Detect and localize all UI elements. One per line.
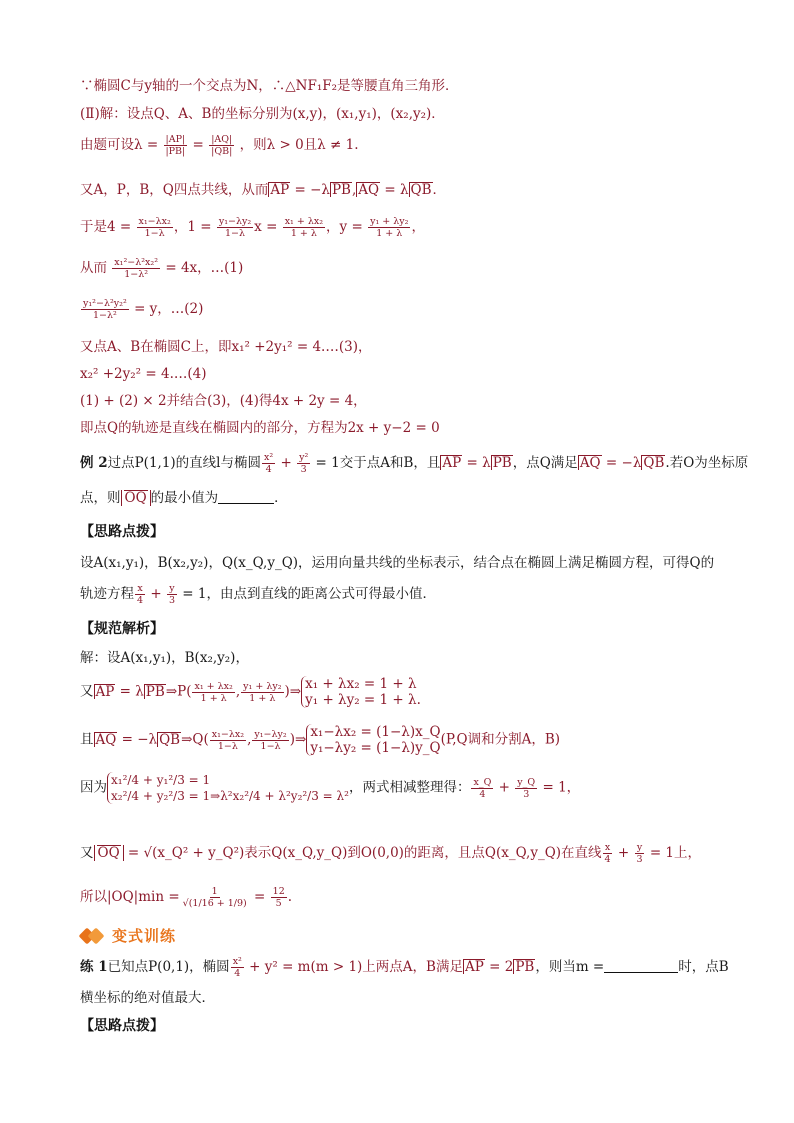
example-label: 例 2 — [80, 455, 108, 471]
vector: AQ — [358, 182, 380, 198]
example-2-line-2: 点，则 OQ 的最小值为 ． — [80, 490, 288, 506]
line-5: 于是4 = $\frac{\text{x₁−λx₂}}{1-\lambda}$ ，1 = $\frac{\text{y₁−λy₂}}{1-\lambda}$ x = $\frac{\text{x₁ + λx₂}}{1 + \lambda}$ ，y = $\frac{\text{y₁ + λy₂}}{1 + \lambda}$ ， — [80, 216, 425, 239]
fraction: $\frac{\text{x²}}{4}$ — [232, 956, 242, 979]
vector: PB — [515, 959, 535, 975]
line-11: 即点Q的轨迹是直线在椭圆内的部分，方程为2x + y−2 = 0 — [80, 420, 440, 436]
vector: AQ — [579, 455, 601, 471]
fraction: $\frac{\text{x₁−λx₂}}{1-\lambda}$ — [138, 216, 171, 239]
solution-line-3: 且 AQ = −λ QB⇒Q( $\frac{\text{x₁−λx₂}}{1-\lambda}$ , $\frac{\text{y₁−λy₂}}{1-\lambda}$ )⇒ x₁−λx₂ = (1−λ)x_Q y₁−λy₂ = (1−λ)y_Q(P,Q调和分割A，B) — [80, 724, 561, 756]
vector: QB — [159, 731, 181, 748]
variant-training-banner — [80, 925, 176, 946]
fraction: $\frac{\text{y₁−λy₂}}{1-\lambda}$ — [254, 728, 287, 752]
line-4: 又A，P，B，Q四点共线，从而 AP = −λ PB, AQ = λ QB． — [80, 182, 447, 198]
practice-1-line-1: 练 1已知点P(0,1)，椭圆 $\frac{\text{x²}}{4}$ + y² = m(m > 1)上两点A，B满足 AP = 2 PB，则当m = 时，点B — [80, 956, 729, 979]
section-heading-solution: 【规范解析】 — [80, 621, 164, 637]
equation-system: x₁²/4 + y₁²/3 = 1 x₂²/4 + y₂²/3 = 1⇒λ²x₂²/4 + λ²y₂²/3 = λ² — [107, 772, 349, 804]
solution-line-1: 解：设A(x₁,y₁)，B(x₂,y₂)， — [80, 650, 249, 666]
line-3: 由题可设λ = $\frac{|AP|}{|PB|}$ = $\frac{|AQ|}{|QB|}$ ，则λ > 0且λ ≠ 1. — [80, 134, 359, 157]
vector: AQ — [95, 731, 117, 748]
vector: PB — [145, 683, 165, 700]
practice-label: 练 1 — [80, 959, 108, 975]
solution-line-6: 所以|OQ|min = $\frac{1}{√(1/16 + 1/9)}$ = $\frac{12}{5}$ . — [80, 886, 293, 909]
fraction: $\frac{12}{5}$ — [272, 886, 285, 909]
line-6: 从而 $\frac{\text{x₁²−λ²x₂²}}{\text{1−λ²}}$ = 4x，…(1) — [80, 257, 244, 280]
vector: PB — [492, 455, 512, 471]
vector: QB — [410, 182, 432, 198]
line-8: 又点A、B在椭圆C上，即x₁² +2y₁² = 4.…(3)， — [80, 339, 372, 355]
hint-line-2: 轨迹方程 $\frac{x}{4}$ + $\frac{y}{3}$ = 1，由点到直线的距离公式可得最小值． — [80, 583, 436, 606]
vector: OQ — [97, 845, 120, 861]
vector: AP — [442, 455, 462, 471]
fraction: $\frac{1}{√(1/16 + 1/9)}$ — [182, 886, 247, 909]
answer-blank — [218, 503, 274, 504]
vector: PB — [331, 182, 351, 198]
vector: OQ — [124, 490, 147, 506]
line-1: ∵椭圆C与y轴的一个交点为N，∴△NF₁F₂是等腰直角三角形． — [80, 78, 459, 94]
equation-system: x₁ + λx₂ = 1 + λ y₁ + λy₂ = 1 + λ. — [301, 676, 421, 708]
section-heading-hint: 【思路点拨】 — [80, 524, 164, 540]
line-9: x₂² +2y₂² = 4.…(4) — [80, 366, 207, 382]
vector: AP — [270, 182, 290, 198]
fraction: $\frac{x\_Q}{4}$ — [473, 776, 492, 800]
line-2: (Ⅱ)解：设点Q、A、B的坐标分别为(x,y)，(x₁,y₁)，(x₂,y₂)． — [80, 106, 445, 122]
vector: QB — [643, 455, 665, 471]
line-7: $\frac{\text{y₁²−λ²y₂²}}{\text{1−λ²}}$ = y，…(2) — [83, 298, 204, 321]
hint-line-1: 设A(x₁,y₁)，B(x₂,y₂)，Q(x_Q,y_Q)，运用向量共线的坐标表示，结合点在椭圆上满足椭圆方程，可得Q的 — [80, 555, 715, 571]
fraction: $\frac{\text{x²}}{4}$ — [264, 452, 274, 475]
vector: AP — [95, 683, 115, 700]
fraction: $\frac{\text{x₁²−λ²x₂²}}{\text{1−λ²}}$ — [114, 257, 159, 280]
vector: AP — [464, 959, 484, 975]
fraction: $\frac{y}{3}$ — [168, 583, 175, 606]
fraction: $\frac{y}{3}$ — [636, 842, 643, 865]
section-heading-hint-2: 【思路点拨】 — [80, 1018, 164, 1034]
solution-line-2: 又 AP = λ PB⇒P( $\frac{\text{x₁ + λx₂}}{1 + \lambda}$ , $\frac{\text{y₁ + λy₂}}{1 + \lambda}$ )⇒ x₁ + λx₂ = 1 + λ y₁ + λy₂ = 1 + λ. — [80, 676, 421, 708]
fraction: $\frac{\text{x₁−λx₂}}{1-\lambda}$ — [211, 728, 245, 752]
example-2-line-1: 例 2过点P(1,1)的直线l与椭圆 $\frac{\text{x²}}{4}$ + $\frac{\text{y²}}{3}$ = 1交于点A和B，且 AP = λ PB，点Q满足 AQ = −λ QB.若O为坐标原 — [80, 452, 749, 475]
fraction: $\frac{\text{y²}}{3}$ — [299, 452, 309, 475]
practice-1-line-2: 横坐标的绝对值最大． — [80, 990, 215, 1006]
fraction: $\frac{x}{4}$ — [604, 842, 611, 865]
fraction: $\frac{x}{4}$ — [137, 583, 144, 606]
fraction: $\frac{|AQ|}{|QB|}$ — [211, 134, 233, 157]
fraction: $\frac{\text{y₁ + λy₂}}{1 + \lambda}$ — [370, 216, 409, 239]
fraction: $\frac{\text{y₁ + λy₂}}{1 + \lambda}$ — [243, 680, 282, 704]
fraction: $\frac{\text{x₁ + λx₂}}{1 + \lambda}$ — [194, 680, 233, 704]
fraction: $\frac{\text{y₁²−λ²y₂²}}{\text{1−λ²}}$ — [83, 298, 127, 321]
fraction: $\frac{\text{x₁ + λx₂}}{1 + \lambda}$ — [284, 216, 324, 239]
double-diamond-icon — [80, 928, 106, 944]
fraction: $\frac{|AP|}{|PB|}$ — [165, 134, 186, 157]
fraction: $\frac{\text{y₁−λy₂}}{1-\lambda}$ — [218, 216, 252, 239]
answer-blank — [604, 972, 678, 973]
line-10: (1) + (2) × 2并结合(3)，(4)得4x + 2y = 4， — [80, 393, 367, 409]
solution-line-4: 因为 x₁²/4 + y₁²/3 = 1 x₂²/4 + y₂²/3 = 1⇒λ²x₂²/4 + λ²y₂²/3 = λ²，两式相减整理得： $\frac{x\_Q}{4}$ + $\frac{y\_Q}{3}$ = 1， — [80, 773, 581, 803]
fraction: $\frac{y\_Q}{3}$ — [517, 776, 536, 800]
equation-system: x₁−λx₂ = (1−λ)x_Q y₁−λy₂ = (1−λ)y_Q — [306, 724, 440, 756]
solution-line-5: 又 OQ = √(x_Q² + y_Q²)表示Q(x_Q,y_Q)到O(0,0)的距离，且点Q(x_Q,y_Q)在直线 $\frac{x}{4}$ + $\frac{y}{3}$ = 1上， — [80, 842, 702, 865]
banner-title: 变式训练 — [112, 927, 177, 945]
